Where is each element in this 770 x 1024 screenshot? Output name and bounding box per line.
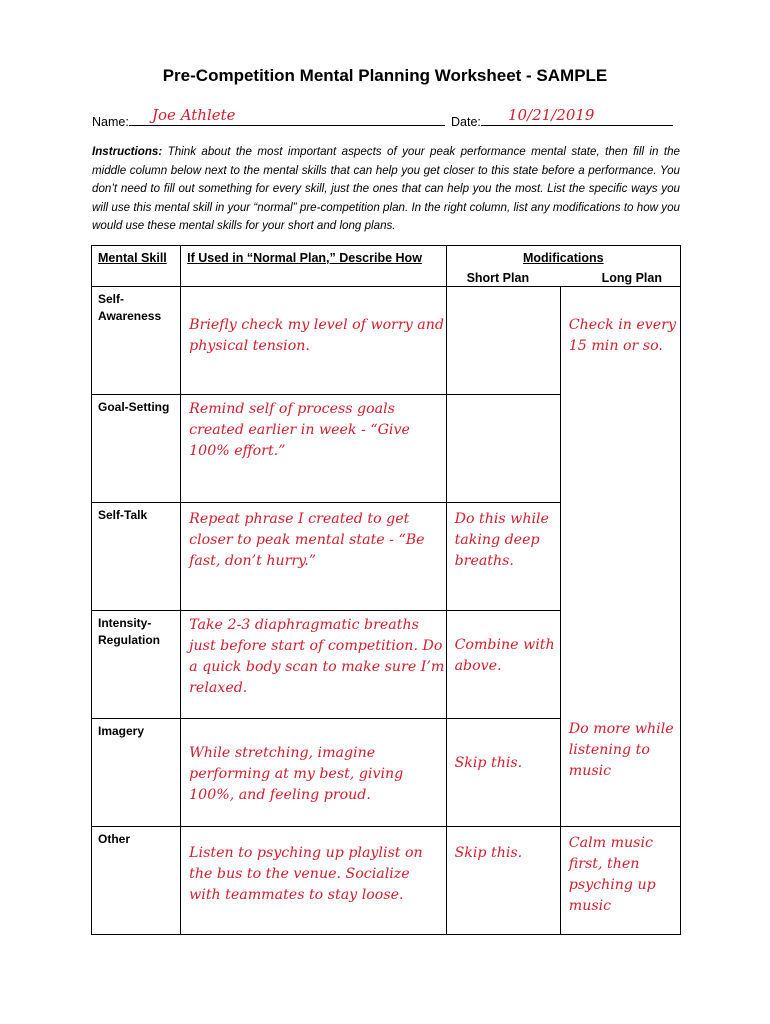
planning-table <box>91 245 681 935</box>
header-normal-plan: If Used in “Normal Plan,” Describe How <box>181 246 446 287</box>
header-mental-skill: Mental Skill <box>92 246 181 287</box>
short-plan-cell: Do this while taking deep breaths. <box>446 503 560 611</box>
date-value: 10/21/2019 <box>508 106 595 124</box>
long-plan-cell: Do more while listening to music <box>560 719 680 827</box>
table-row <box>92 503 681 611</box>
long-plan-cell: Calm music first, then psyching up music <box>560 827 680 935</box>
header-long-plan: Long Plan <box>601 271 662 285</box>
short-plan-cell <box>446 287 560 395</box>
normal-plan-cell: Briefly check my level of worry and physical tension. <box>181 287 446 395</box>
normal-plan-cell: While stretching, imagine performing at my best, giving 100%, and feeling proud. <box>181 719 446 827</box>
normal-plan-cell: Repeat phrase I created to get closer to peak mental state - “Be fast, don’t hurry.” <box>181 503 446 611</box>
long-plan-cell <box>560 395 680 503</box>
name-value: Joe Athlete <box>152 106 236 124</box>
skill-cell: Self- Awareness <box>92 287 181 395</box>
skill-cell: Intensity- Regulation <box>92 611 181 719</box>
skill-cell: Imagery <box>92 719 181 827</box>
table-row <box>92 611 681 719</box>
short-plan-cell: Skip this. <box>446 827 560 935</box>
table-row <box>92 827 681 935</box>
normal-plan-cell: Remind self of process goals created earlier in week - “Give 100% effort.” <box>181 395 446 503</box>
normal-plan-cell: Listen to psyching up playlist on the bus to the venue. Socialize with teammates to stay loose. <box>181 827 446 935</box>
short-plan-cell: Combine with above. <box>446 611 560 719</box>
short-plan-cell <box>446 395 560 503</box>
skill-cell: Other <box>92 827 181 935</box>
long-plan-cell <box>560 611 680 719</box>
date-label: Date: <box>451 115 481 129</box>
table-row <box>92 395 681 503</box>
instructions <box>92 143 680 236</box>
long-plan-cell: Check in every 15 min or so. <box>560 287 680 395</box>
skill-cell: Self-Talk <box>92 503 181 611</box>
instructions-label: Instructions: <box>92 145 163 158</box>
page-title: Pre-Competition Mental Planning Worksheet - SAMPLE <box>162 66 608 85</box>
table-row <box>92 287 681 395</box>
instructions-text: Think about the most important aspects of your peak performance mental state, then fill in the middle column below next to the mental skills that can help you get closer to this state before a performance. You don’t need to fill out something for every skill, just the ones that can help you the most. List the specific ways you will use this mental skill in your “normal” pre-competition plan. In the right column, list any modifications to how you would use these mental skills for your short and long plans. <box>92 145 680 232</box>
header-short-plan: Short Plan <box>466 271 530 285</box>
short-plan-cell: Skip this. <box>446 719 560 827</box>
modifications-label: Modifications <box>523 251 604 265</box>
skill-cell: Goal-Setting <box>92 395 181 503</box>
table-row <box>92 719 681 827</box>
header-modifications <box>446 246 680 287</box>
normal-plan-cell: Take 2-3 diaphragmatic breaths just before start of competition. Do a quick body scan to make sure I’m relaxed. <box>181 611 446 719</box>
table-header-row <box>92 246 681 287</box>
name-label: Name: <box>92 115 129 129</box>
long-plan-cell <box>560 503 680 611</box>
name-field <box>92 113 445 129</box>
